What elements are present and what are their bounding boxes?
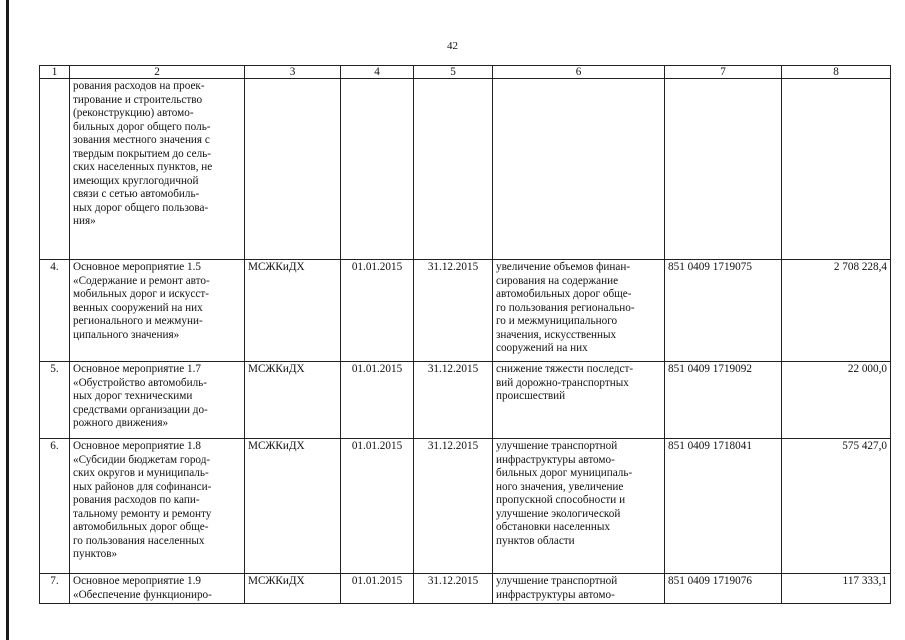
header-col-6: 6 [493,66,665,79]
result-cell [493,439,665,574]
budget-code-cell [665,79,782,260]
result-text: улучшение транспортной инфраструктуры автомо- [496,575,618,601]
event-cell [70,439,245,574]
budget-code-cell: 851 0409 1719075 [665,260,782,362]
executor-cell [245,79,341,260]
budget-code-cell: 851 0409 1718041 [665,439,782,574]
header-col-7: 7 [665,66,782,79]
amount-cell: 22 000,0 [782,362,891,439]
table-row [40,574,891,604]
start-date-cell: 01.01.2015 [341,362,414,439]
table-row [40,439,891,574]
row-number [40,79,70,260]
header-col-5: 5 [414,66,493,79]
end-date-cell: 31.12.2015 [414,574,493,604]
executor-cell: МСЖКиДХ [245,439,341,574]
header-row [40,66,891,79]
event-cell [70,260,245,362]
start-date-cell: 01.01.2015 [341,260,414,362]
result-text: снижение тяжести последст- вий дорожно-транспортных происшествий [496,363,634,402]
event-cell [70,574,245,604]
event-text: Основное мероприятие 1.7 «Обустройство автомобиль- ных дорог техническими средствами организации до- рожного движения» [73,363,208,429]
header-col-8: 8 [782,66,891,79]
event-text: Основное мероприятие 1.8 «Субсидии бюджетам город- ских округов и муниципаль- ных районов для софинанси- рования расходов по капи- тальному ремонту и ремонту автомобильных дорог обще- го пользования населенных пунктов» [73,440,212,560]
start-date-cell [341,79,414,260]
row-number: 5. [40,362,70,439]
end-date-cell: 31.12.2015 [414,439,493,574]
result-cell [493,574,665,604]
event-text: Основное мероприятие 1.5 «Содержание и ремонт авто- мобильных дорог и искусст- венных сооружений на них регионального и межмуни- ципального значения» [73,261,210,341]
amount-cell: 575 427,0 [782,439,891,574]
table-row [40,260,891,362]
result-cell [493,79,665,260]
end-date-cell: 31.12.2015 [414,260,493,362]
start-date-cell: 01.01.2015 [341,439,414,574]
end-date-cell: 31.12.2015 [414,362,493,439]
header-col-1: 1 [40,66,70,79]
event-cell [70,79,245,260]
budget-code-cell: 851 0409 1719076 [665,574,782,604]
amount-cell: 2 708 228,4 [782,260,891,362]
result-text: увеличение объемов финан- сирования на содержание автомобильных дорог обще- го пользования регионально- го и межмуниципального значения, искусственных сооружений на них [496,261,635,354]
executor-cell: МСЖКиДХ [245,362,341,439]
event-text: рования расходов на проек- тирование и строительство (реконструкцию) автомо- бильных дорог общего поль- зования местного значения с твердым покрытием до сель- ских населенных пунктов, не имеющих круглогодичной связи с сетью автомобиль- ных дорог общего пользова- ния» [73,80,213,227]
table-row [40,79,891,260]
header-col-4: 4 [341,66,414,79]
start-date-cell: 01.01.2015 [341,574,414,604]
result-text: улучшение транспортной инфраструктуры автомо- бильных дорог муниципаль- ного значения, увеличение пропускной способности и улучшение экологической обстановки населенных пунктов области [496,440,633,547]
row-number: 7. [40,574,70,604]
budget-code-cell: 851 0409 1719092 [665,362,782,439]
header-col-2: 2 [70,66,245,79]
event-cell [70,362,245,439]
table-row [40,362,891,439]
amount-cell [782,79,891,260]
header-col-3: 3 [245,66,341,79]
page-number: 42 [447,40,458,52]
executor-cell: МСЖКиДХ [245,260,341,362]
row-number: 4. [40,260,70,362]
result-cell [493,362,665,439]
program-activities-table [39,65,891,604]
result-cell [493,260,665,362]
end-date-cell [414,79,493,260]
event-text: Основное мероприятие 1.9 «Обеспечение функциониро- [73,575,212,601]
row-number: 6. [40,439,70,574]
executor-cell: МСЖКиДХ [245,574,341,604]
scan-edge-bar [6,0,9,640]
amount-cell: 117 333,1 [782,574,891,604]
